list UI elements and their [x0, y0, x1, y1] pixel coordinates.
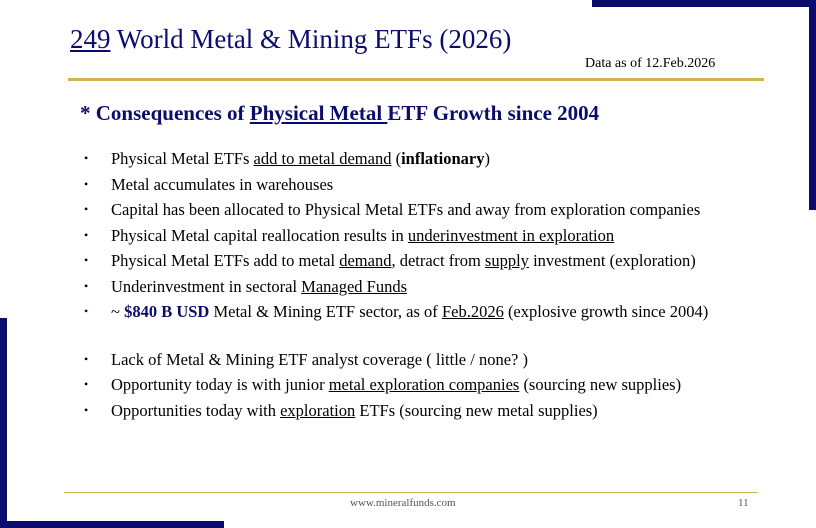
bullet-text: Capital has been allocated to Physical Metal ETFs and away from exploration companies: [111, 200, 701, 219]
bullet-icon: •: [84, 351, 89, 366]
bullet-icon: •: [84, 377, 89, 391]
footer-url: www.mineralfunds.com: [350, 497, 456, 509]
decorative-bar-right: [809, 0, 816, 210]
bullet-text: ~: [111, 302, 125, 321]
bullet-item: [84, 172, 804, 198]
bullet-icon: •: [84, 278, 89, 293]
bullet-icon: •: [84, 202, 89, 216]
bullet-text-underlined: exploration: [280, 400, 356, 420]
heading-suffix: ETF Growth since 2004: [387, 101, 600, 125]
bullet-item: [84, 274, 804, 300]
footer-divider: [64, 492, 758, 493]
decorative-bar-left: [0, 318, 7, 528]
bullet-text: ETFs (sourcing new metal supplies): [355, 400, 598, 420]
bullet-text: Physical Metal capital reallocation results in: [111, 225, 408, 245]
bullet-text-underlined: underinvestment in exploration: [407, 225, 615, 245]
bullet-icon: •: [84, 227, 89, 242]
bullet-icon: •: [84, 176, 89, 191]
bullet-text: Lack of Metal & Mining ETF analyst coverage ( little / none? ): [111, 349, 528, 369]
bullet-text: investment (exploration): [528, 251, 696, 270]
title-text: World Metal & Mining ETFs (2026): [110, 24, 512, 54]
bullet-text: Opportunity today is with junior: [111, 375, 329, 394]
bullet-list: [84, 146, 804, 423]
bullet-icon: •: [84, 402, 89, 417]
bullet-text-underlined: metal exploration companies: [328, 375, 520, 394]
bullet-icon: •: [84, 151, 89, 165]
bullet-icon: •: [84, 304, 89, 318]
bullet-text-bold: inflationary: [401, 149, 485, 168]
market-size-value: $840 B USD: [124, 302, 210, 321]
section-heading: [80, 101, 599, 126]
page-number: 11: [738, 497, 749, 509]
data-date: Data as of 12.Feb.2026: [585, 56, 716, 71]
bullet-icon: •: [84, 253, 89, 267]
bullet-text: , detract from: [391, 251, 485, 270]
bullet-item: [84, 347, 804, 373]
bullet-text-underlined: add to metal demand: [253, 149, 392, 168]
slide-title: [70, 24, 511, 55]
bullet-text: Physical Metal ETFs add to metal: [111, 251, 340, 270]
bullet-text: (explosive growth since 2004): [503, 302, 709, 321]
bullet-text: ): [484, 149, 490, 168]
bullet-item-highlight: [84, 299, 804, 325]
bullet-text: Physical Metal ETFs: [111, 149, 254, 168]
decorative-bar-top: [592, 0, 816, 7]
bullet-item: [84, 398, 804, 424]
bullet-text: Opportunities today with: [111, 400, 281, 420]
bullet-text-underlined: Managed Funds: [301, 276, 408, 296]
bullet-item: [84, 248, 804, 274]
bullet-text: (: [391, 149, 402, 168]
bullet-item: [84, 197, 804, 223]
bullet-text: (sourcing new supplies): [519, 375, 682, 394]
bullet-text-underlined: supply: [484, 251, 529, 270]
title-number: 249: [70, 24, 111, 54]
bullet-item: [84, 146, 804, 172]
bullet-text: Metal accumulates in warehouses: [111, 174, 334, 194]
bullet-text-underlined: Feb.2026: [441, 302, 504, 321]
title-divider: [68, 78, 764, 81]
decorative-bar-bottom: [0, 521, 224, 528]
bullet-item: [84, 372, 804, 398]
heading-underlined: Physical Metal: [249, 101, 388, 125]
bullet-text-underlined: demand: [339, 251, 392, 270]
bullet-item: [84, 223, 804, 249]
heading-prefix: * Consequences of: [80, 101, 250, 125]
bullet-text: Underinvestment in sectoral: [111, 276, 302, 296]
bullet-text: Metal & Mining ETF sector, as of: [209, 302, 442, 321]
